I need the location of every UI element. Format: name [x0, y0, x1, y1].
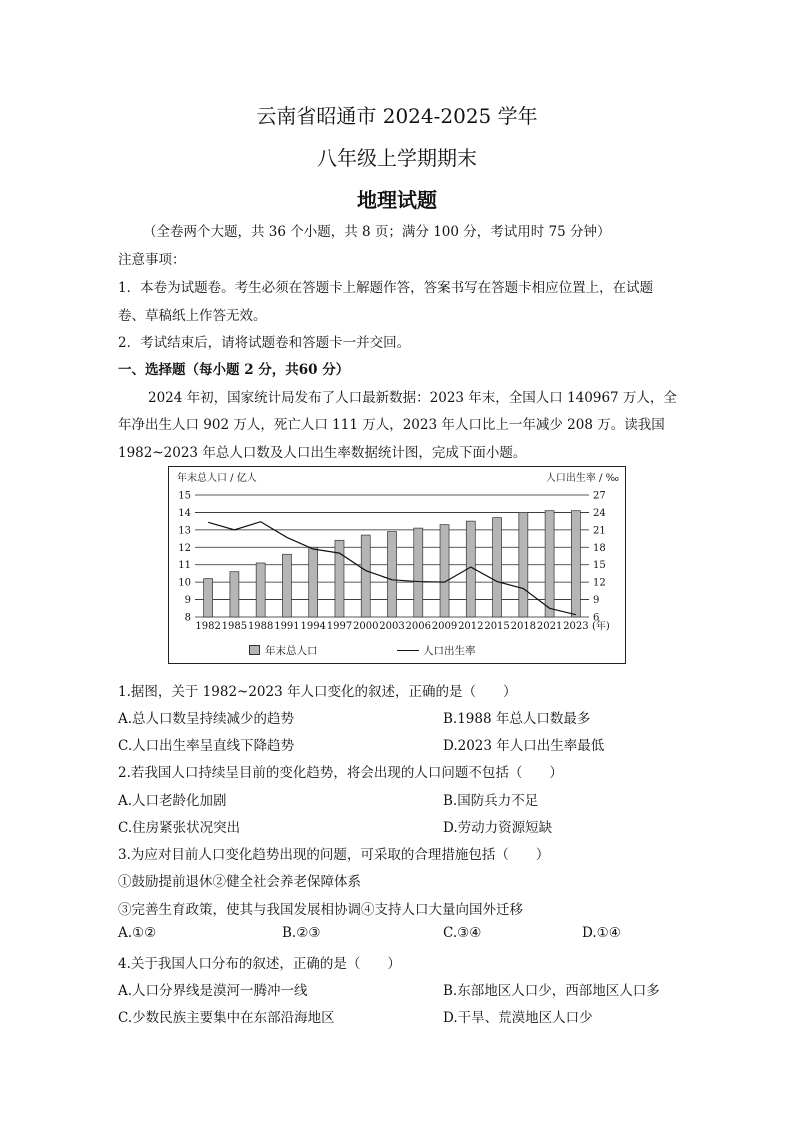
legend-bar-label: 年末总人口	[265, 645, 318, 657]
population-chart	[168, 466, 626, 664]
question-4: 4.关于我国人口分布的叙述，正确的是（ ）	[118, 956, 401, 972]
exam-title-line2: 八年级上学期期末	[317, 146, 477, 170]
x-tick-label: 2009	[431, 621, 458, 632]
left-tick-label: 14	[178, 507, 191, 519]
left-tick-label: 8	[184, 612, 191, 624]
bar-2023	[571, 511, 580, 617]
q3-statements-1: ①鼓励提前退休②健全社会养老保障体系	[118, 874, 361, 890]
q3-option-b[interactable]: B.②③	[282, 925, 321, 941]
q4-option-b[interactable]: B.东部地区人口少，西部地区人口多	[443, 983, 660, 999]
q1-option-d[interactable]: D.2023 年人口出生率最低	[443, 738, 605, 754]
right-tick-label: 24	[593, 507, 606, 519]
x-tick-label: 1988	[247, 621, 274, 632]
exam-title-line1: 云南省昭通市 2024-2025 学年	[256, 104, 538, 128]
section-heading: 一、选择题（每小题 2 分，共60 分）	[118, 362, 350, 378]
x-tick-label: 1985	[221, 621, 248, 632]
bar-2018	[519, 512, 528, 617]
stem-line-c: 1982~2023 年总人口数及人口出生率数据统计图，完成下面小题。	[118, 445, 527, 461]
legend-line-swatch	[397, 650, 419, 651]
q1-option-b[interactable]: B.1988 年总人口数最多	[443, 711, 591, 727]
note-1-line-a: 1．本卷为试题卷。考生必须在答题卡上解题作答，答案书写在答题卡相应位置上，在试题	[118, 280, 654, 296]
q1-option-a[interactable]: A.总人口数呈持续减少的趋势	[118, 711, 295, 727]
bar-1988	[256, 563, 265, 617]
legend-line-label: 人口出生率	[423, 645, 476, 657]
x-tick-label: 1991	[274, 621, 300, 632]
note-2: 2．考试结束后，请将试题卷和答题卡一并交回。	[118, 335, 411, 351]
right-tick-label: 15	[593, 560, 606, 572]
bar-2000	[361, 535, 370, 617]
q2-option-b[interactable]: B.国防兵力不足	[443, 793, 539, 809]
bar-2021	[545, 511, 554, 617]
stem-line-b: 年净出生人口 902 万人，死亡人口 111 万人，2023 年人口比上一年减少 208 万。读我国	[118, 417, 665, 433]
bar-1985	[230, 572, 239, 617]
left-tick-label: 13	[178, 525, 191, 537]
q2-option-d[interactable]: D.劳动力资源短缺	[443, 820, 553, 836]
x-tick-label: 2000	[353, 621, 379, 632]
question-1: 1.据图，关于 1982~2023 年人口变化的叙述，正确的是（ ）	[118, 684, 517, 700]
bar-2003	[388, 532, 397, 617]
right-tick-label: 12	[593, 577, 606, 589]
x-tick-label: 2023	[563, 621, 589, 632]
question-3: 3.为应对目前人口变化趋势出现的问题，可采取的合理措施包括（ ）	[118, 847, 550, 863]
exam-title-subject: 地理试题	[357, 188, 437, 212]
left-tick-label: 10	[178, 577, 191, 589]
q3-option-d[interactable]: D.①④	[582, 925, 621, 941]
q3-statements-2: ③完善生育政策，使其与我国发展相协调④支持人口大量向国外迁移	[118, 902, 523, 918]
question-2: 2.若我国人口持续呈目前的变化趋势，将会出现的人口问题不包括（ ）	[118, 765, 563, 781]
right-tick-label: 6	[593, 612, 600, 624]
right-tick-label: 18	[593, 542, 606, 554]
q3-option-a[interactable]: A.①②	[118, 925, 157, 941]
x-tick-label: 2018	[510, 621, 537, 632]
bar-1991	[282, 554, 291, 617]
note-1-line-b: 卷、草稿纸上作答无效。	[118, 308, 267, 324]
x-tick-label: 1982	[195, 621, 221, 632]
right-tick-label: 21	[593, 525, 606, 537]
chart-plot	[169, 467, 627, 665]
left-tick-label: 9	[184, 595, 191, 607]
x-tick-label: 2012	[458, 621, 484, 632]
bar-1997	[335, 540, 344, 617]
left-axis-title: 年末总人口 / 亿人	[177, 473, 257, 484]
bar-1994	[309, 547, 318, 617]
q2-option-c[interactable]: C.住房紧张状况突出	[118, 820, 241, 836]
x-tick-label: 2015	[484, 621, 510, 632]
right-axis-title: 人口出生率 / ‰	[545, 473, 619, 484]
q3-option-c[interactable]: C.③④	[443, 925, 482, 941]
bar-2006	[414, 528, 423, 617]
x-tick-label: 2003	[379, 621, 405, 632]
q2-option-a[interactable]: A.人口老龄化加剧	[118, 793, 227, 809]
x-tick-label: 2006	[405, 621, 431, 632]
right-tick-label: 27	[593, 490, 606, 502]
exam-subtitle: （全卷两个大题，共 36 个小题，共 8 页；满分 100 分，考试用时 75 分钟）	[143, 224, 611, 240]
q1-option-c[interactable]: C.人口出生率呈直线下降趋势	[118, 738, 295, 754]
stem-line-a: 2024 年初，国家统计局发布了人口最新数据：2023 年末，全国人口 140967 万人，全	[148, 390, 677, 406]
bar-2009	[440, 525, 449, 617]
bar-1982	[204, 579, 213, 617]
q4-option-c[interactable]: C.少数民族主要集中在东部沿海地区	[118, 1010, 335, 1026]
q4-option-a[interactable]: A.人口分界线是漠河一腾冲一线	[118, 983, 308, 999]
x-axis-unit: (年)	[592, 621, 610, 632]
right-tick-label: 9	[593, 595, 600, 607]
x-tick-label: 1997	[326, 621, 353, 632]
left-tick-label: 11	[178, 560, 191, 572]
bar-2015	[493, 518, 502, 617]
left-tick-label: 15	[178, 490, 191, 502]
x-tick-label: 2021	[536, 621, 563, 632]
x-tick-label: 1994	[300, 621, 326, 632]
legend-bar-swatch	[249, 645, 260, 655]
notes-heading: 注意事项：	[118, 252, 186, 268]
left-tick-label: 12	[178, 542, 191, 554]
q4-option-d[interactable]: D.干旱、荒漠地区人口少	[443, 1010, 593, 1026]
